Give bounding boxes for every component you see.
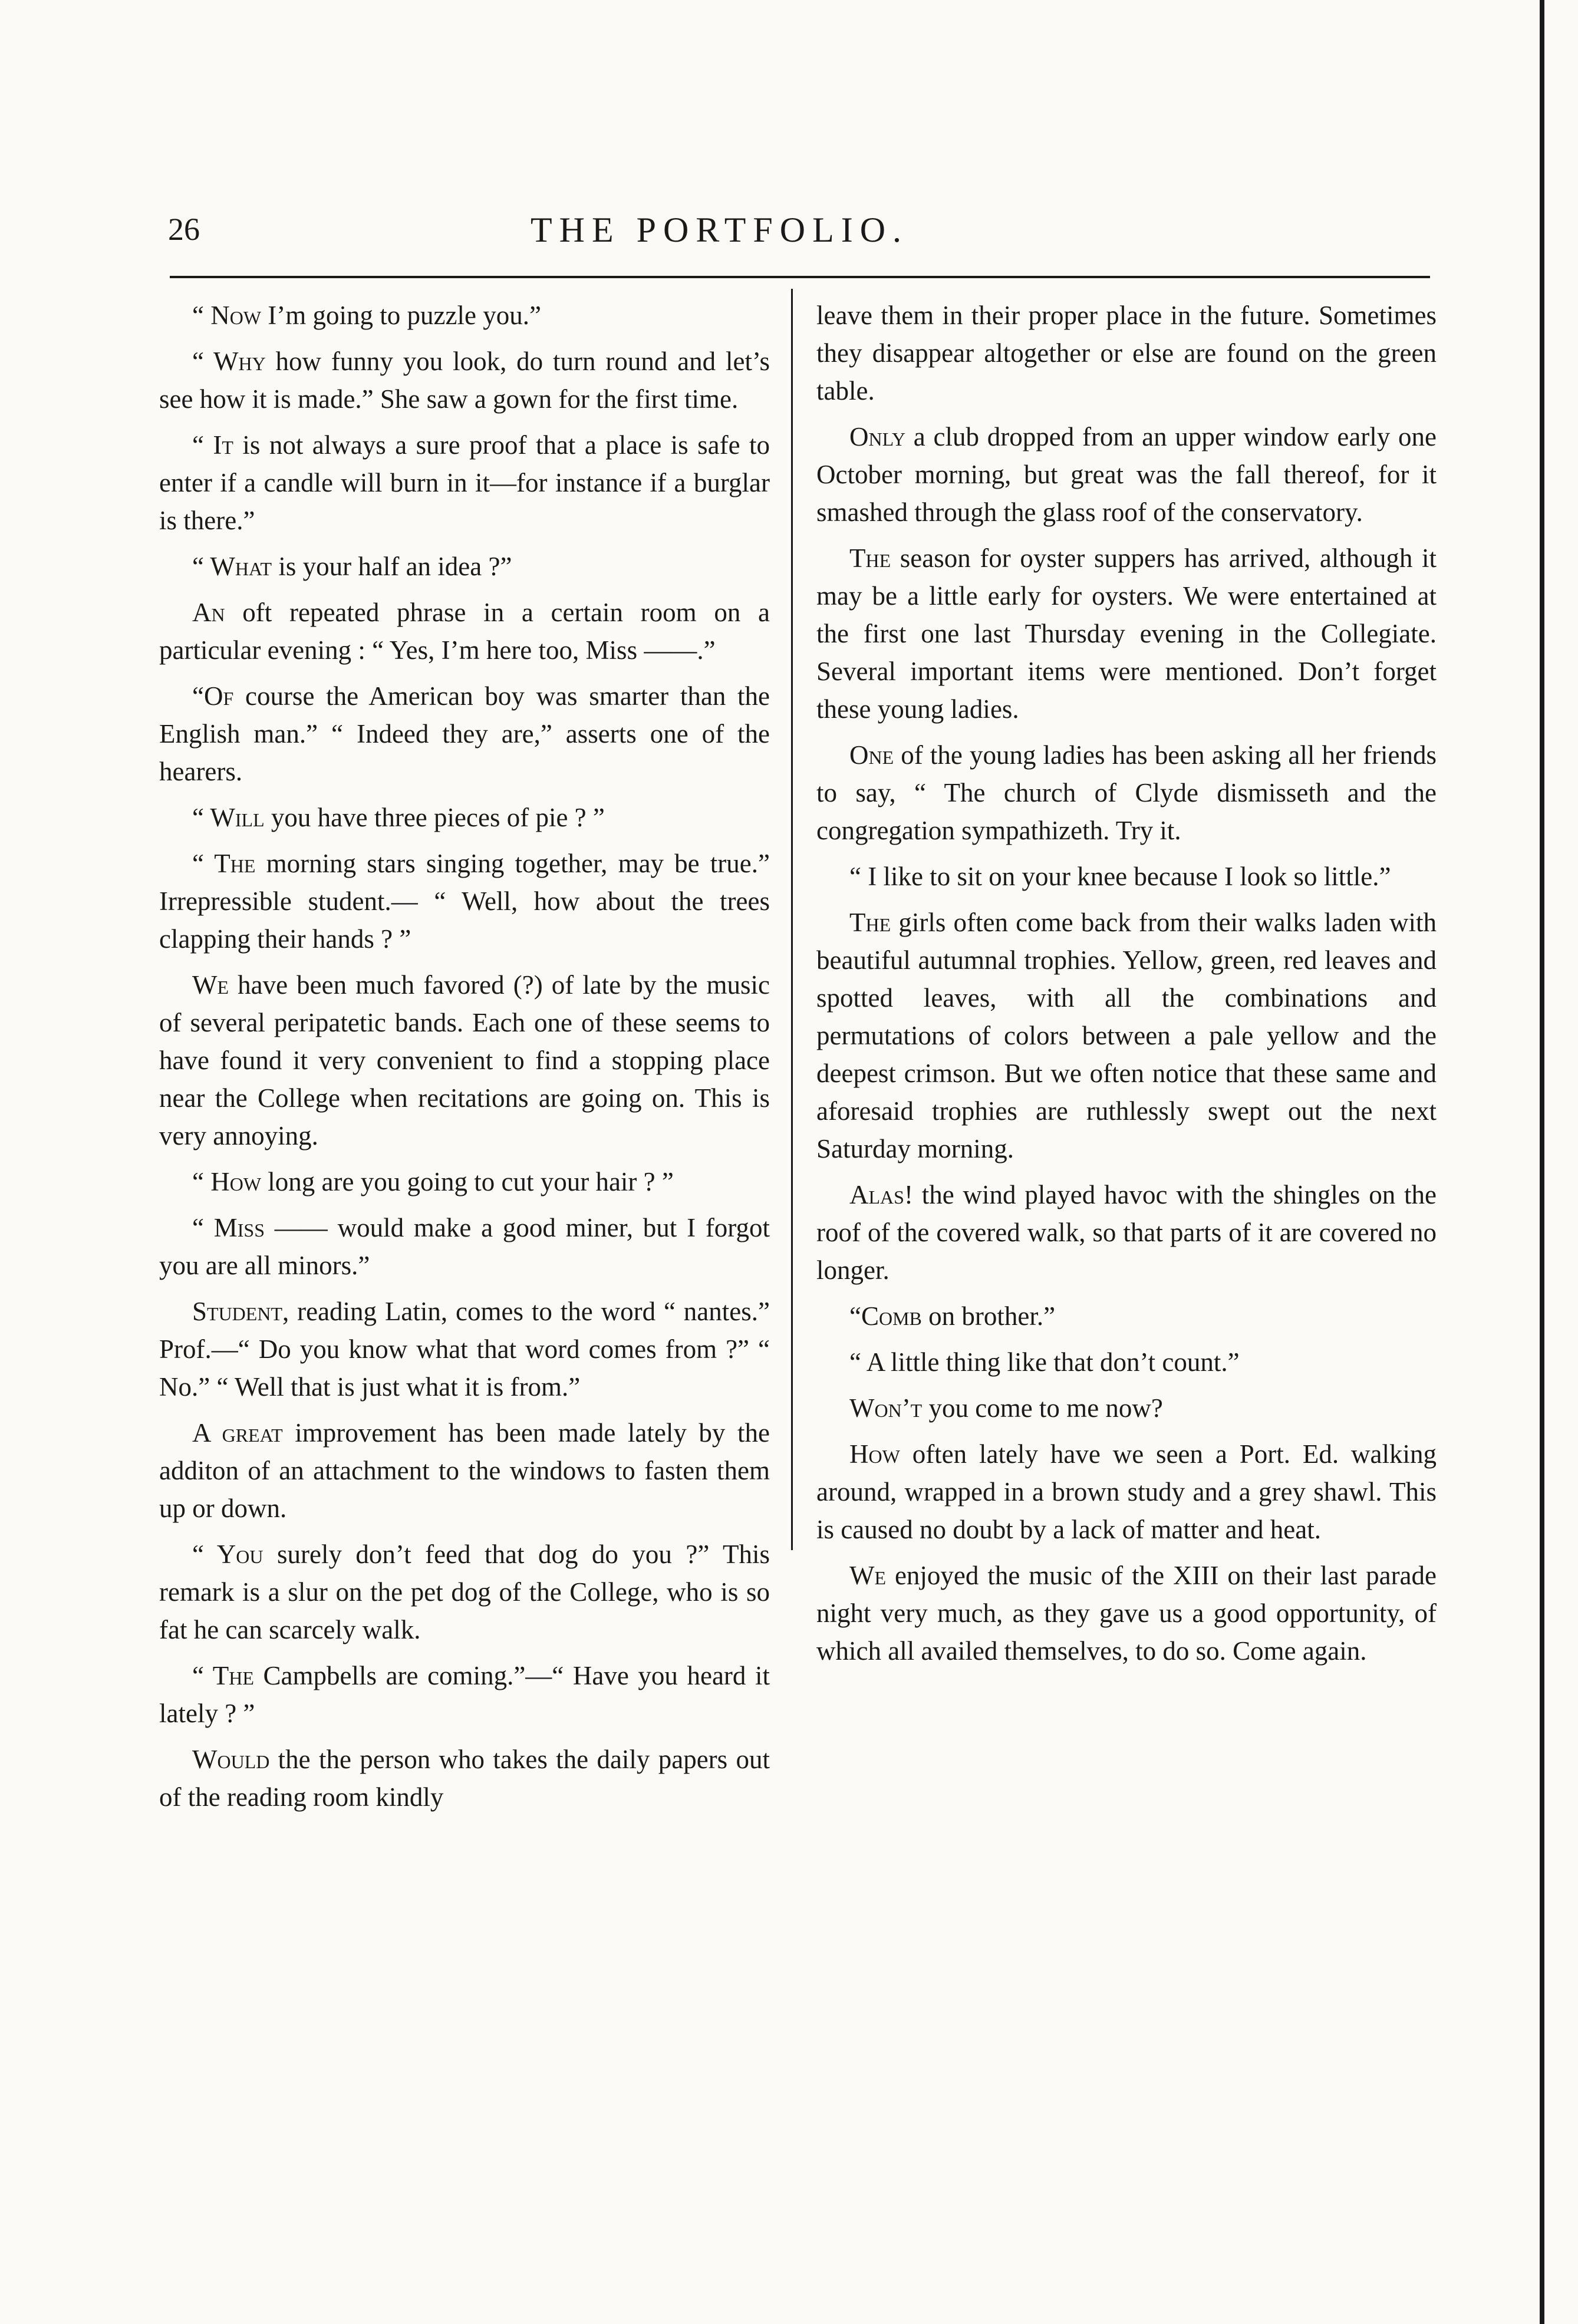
paragraph xyxy=(159,799,770,836)
paragraph-lead: Won’t xyxy=(849,1393,923,1423)
paragraph-text: on brother.” xyxy=(921,1301,1056,1331)
paragraph-lead: Only xyxy=(849,422,906,451)
paragraph-text: girls often come back from their walks laden with beautiful autumnal trophies. Yellow, green, red leaves and spotted leaves, with all the combinations and permutations of colors between a pale yellow and the deepest crimson. But we often notice that these same and aforesaid trophies are ruthlessly swept out the next Saturday morning. xyxy=(816,908,1437,1163)
paragraph-text: oft repeated phrase in a certain room on a particular evening : “ Yes, I’m here too, Miss ——.” xyxy=(159,598,770,665)
paragraph-lead: “Comb xyxy=(849,1301,922,1331)
paragraph-text: improvement has been made lately by the additon of an attachment to the windows to fasten them up or down. xyxy=(159,1418,770,1523)
paragraph-text: you have three pieces of pie ? ” xyxy=(264,803,605,832)
paragraph-text: morning stars singing together, may be true.” Irrepressible student.— “ Well, how about the trees clapping their hands ? ” xyxy=(159,849,770,954)
header-rule xyxy=(170,276,1430,278)
paragraph-text: I’m going to puzzle you.” xyxy=(261,301,541,330)
paragraph-lead: Alas! xyxy=(849,1180,913,1209)
paragraph-text: long are you going to cut your hair ? ” xyxy=(261,1167,674,1196)
paragraph-lead: “ Will xyxy=(192,803,265,832)
paragraph xyxy=(159,296,770,334)
paragraph xyxy=(816,296,1437,410)
paragraph-lead: “ It xyxy=(192,430,233,460)
paragraph-text: reading Latin, comes to the word “ nantes.” Prof.—“ Do you know what that word comes from ?” “ No.” “ Well that is just what it is from.” xyxy=(159,1297,770,1402)
paragraph xyxy=(816,1176,1437,1289)
paragraph xyxy=(159,1293,770,1406)
paragraph xyxy=(816,736,1437,849)
paragraph-lead: “ Miss xyxy=(192,1213,265,1242)
paragraph xyxy=(816,1435,1437,1548)
paragraph xyxy=(159,677,770,790)
paragraph xyxy=(159,1657,770,1732)
paragraph-lead: Student, xyxy=(192,1297,289,1326)
paragraph-text: is not always a sure proof that a place is safe to enter if a candle will burn in it—for instance if a burglar is there.” xyxy=(159,430,770,535)
paragraph xyxy=(816,539,1437,728)
column-divider xyxy=(791,289,793,1550)
paragraph-text: the the person who takes the daily papers out of the reading room kindly xyxy=(159,1745,770,1812)
paragraph xyxy=(159,1535,770,1649)
paragraph xyxy=(159,1414,770,1527)
paragraph-text: course the American boy was smarter than the English man.” “ Indeed they are,” asserts one of the hearers. xyxy=(159,681,770,786)
paragraph xyxy=(159,1740,770,1816)
paragraph-text: is your half an idea ?” xyxy=(272,552,512,581)
scan-edge xyxy=(1540,0,1544,2324)
paragraph-lead: The xyxy=(849,543,891,573)
paragraph-lead: “ The xyxy=(192,849,256,878)
paragraph-lead: “ You xyxy=(192,1540,263,1569)
left-column xyxy=(159,296,770,1824)
paragraph-text: you come to me now? xyxy=(922,1393,1163,1423)
paragraph-lead: “ Why xyxy=(192,347,266,376)
paragraph-lead: We xyxy=(849,1561,887,1590)
paragraph xyxy=(159,845,770,958)
paragraph-text: of the young ladies has been asking all her friends to say, “ The church of Clyde dismisseth and the congregation sympathizeth. Try it. xyxy=(816,740,1437,845)
paragraph-text: “ I like to sit on your knee because I look so little.” xyxy=(849,862,1391,891)
paragraph-lead: A great xyxy=(192,1418,283,1448)
paragraph-text: often lately have we seen a Port. Ed. walking around, wrapped in a brown study and a grey shawl. This is caused no doubt by a lack of matter and heat. xyxy=(816,1439,1437,1544)
paragraph-lead: “ What xyxy=(192,552,272,581)
paragraph xyxy=(816,1557,1437,1670)
paragraph xyxy=(816,418,1437,531)
paragraph xyxy=(159,342,770,418)
paragraph xyxy=(816,1297,1437,1335)
paragraph-lead: The xyxy=(849,908,891,937)
paragraph xyxy=(159,966,770,1155)
paragraph-lead: One xyxy=(849,740,894,770)
paragraph-text: season for oyster suppers has arrived, although it may be a little early for oysters. We were entertained at the first one last Thursday evening in the Collegiate. Several important items were mentioned. Don’t forget these young ladies. xyxy=(816,543,1437,724)
paragraph-lead: “ The xyxy=(192,1661,254,1690)
right-column xyxy=(816,296,1437,1678)
paragraph xyxy=(816,858,1437,895)
paragraph xyxy=(159,548,770,585)
paragraph xyxy=(159,1163,770,1201)
paragraph-text: how funny you look, do turn round and let’s see how it is made.” She saw a gown for the first time. xyxy=(159,347,770,414)
paragraph-lead: An xyxy=(192,598,225,627)
paragraph-lead: We xyxy=(192,970,229,1000)
paragraph xyxy=(816,1343,1437,1381)
paragraph-lead: Would xyxy=(192,1745,270,1774)
paragraph-lead: “ Now xyxy=(192,301,262,330)
paragraph-text: enjoyed the music of the XIII on their last parade night very much, as they gave us a good opportunity, of which all availed themselves, to do so. Come again. xyxy=(816,1561,1437,1666)
paragraph xyxy=(816,904,1437,1168)
paragraph-text: —— would make a good miner, but I forgot you are all minors.” xyxy=(159,1213,770,1280)
paragraph xyxy=(816,1389,1437,1427)
paragraph xyxy=(159,426,770,539)
paragraph xyxy=(159,1209,770,1284)
paragraph-text: “ A little thing like that don’t count.” xyxy=(849,1347,1240,1377)
running-title: THE PORTFOLIO. xyxy=(531,210,909,249)
paragraph-lead: “ How xyxy=(192,1167,262,1196)
paragraph-text: surely don’t feed that dog do you ?” This remark is a slur on the pet dog of the College, who is so fat he can scarcely walk. xyxy=(159,1540,770,1644)
page-number: 26 xyxy=(168,212,200,247)
paragraph xyxy=(159,594,770,669)
paragraph-text: have been much favored (?) of late by the music of several peripatetic bands. Each one of these seems to have found it very convenient to find a stopping place near the College when recitations are going on. This is very annoying. xyxy=(159,970,770,1151)
paragraph-text: leave them in their proper place in the future. Sometimes they disappear altogether or else are found on the green table. xyxy=(816,301,1437,406)
paragraph-lead: “Of xyxy=(192,681,234,711)
paragraph-text: Campbells are coming.”—“ Have you heard it lately ? ” xyxy=(159,1661,770,1728)
paragraph-text: a club dropped from an upper window early one October morning, but great was the fall thereof, for it smashed through the glass roof of the conservatory. xyxy=(816,422,1437,527)
paragraph-lead: How xyxy=(849,1439,900,1469)
paragraph-text: the wind played havoc with the shingles on the roof of the covered walk, so that parts of it are covered no longer. xyxy=(816,1180,1437,1285)
